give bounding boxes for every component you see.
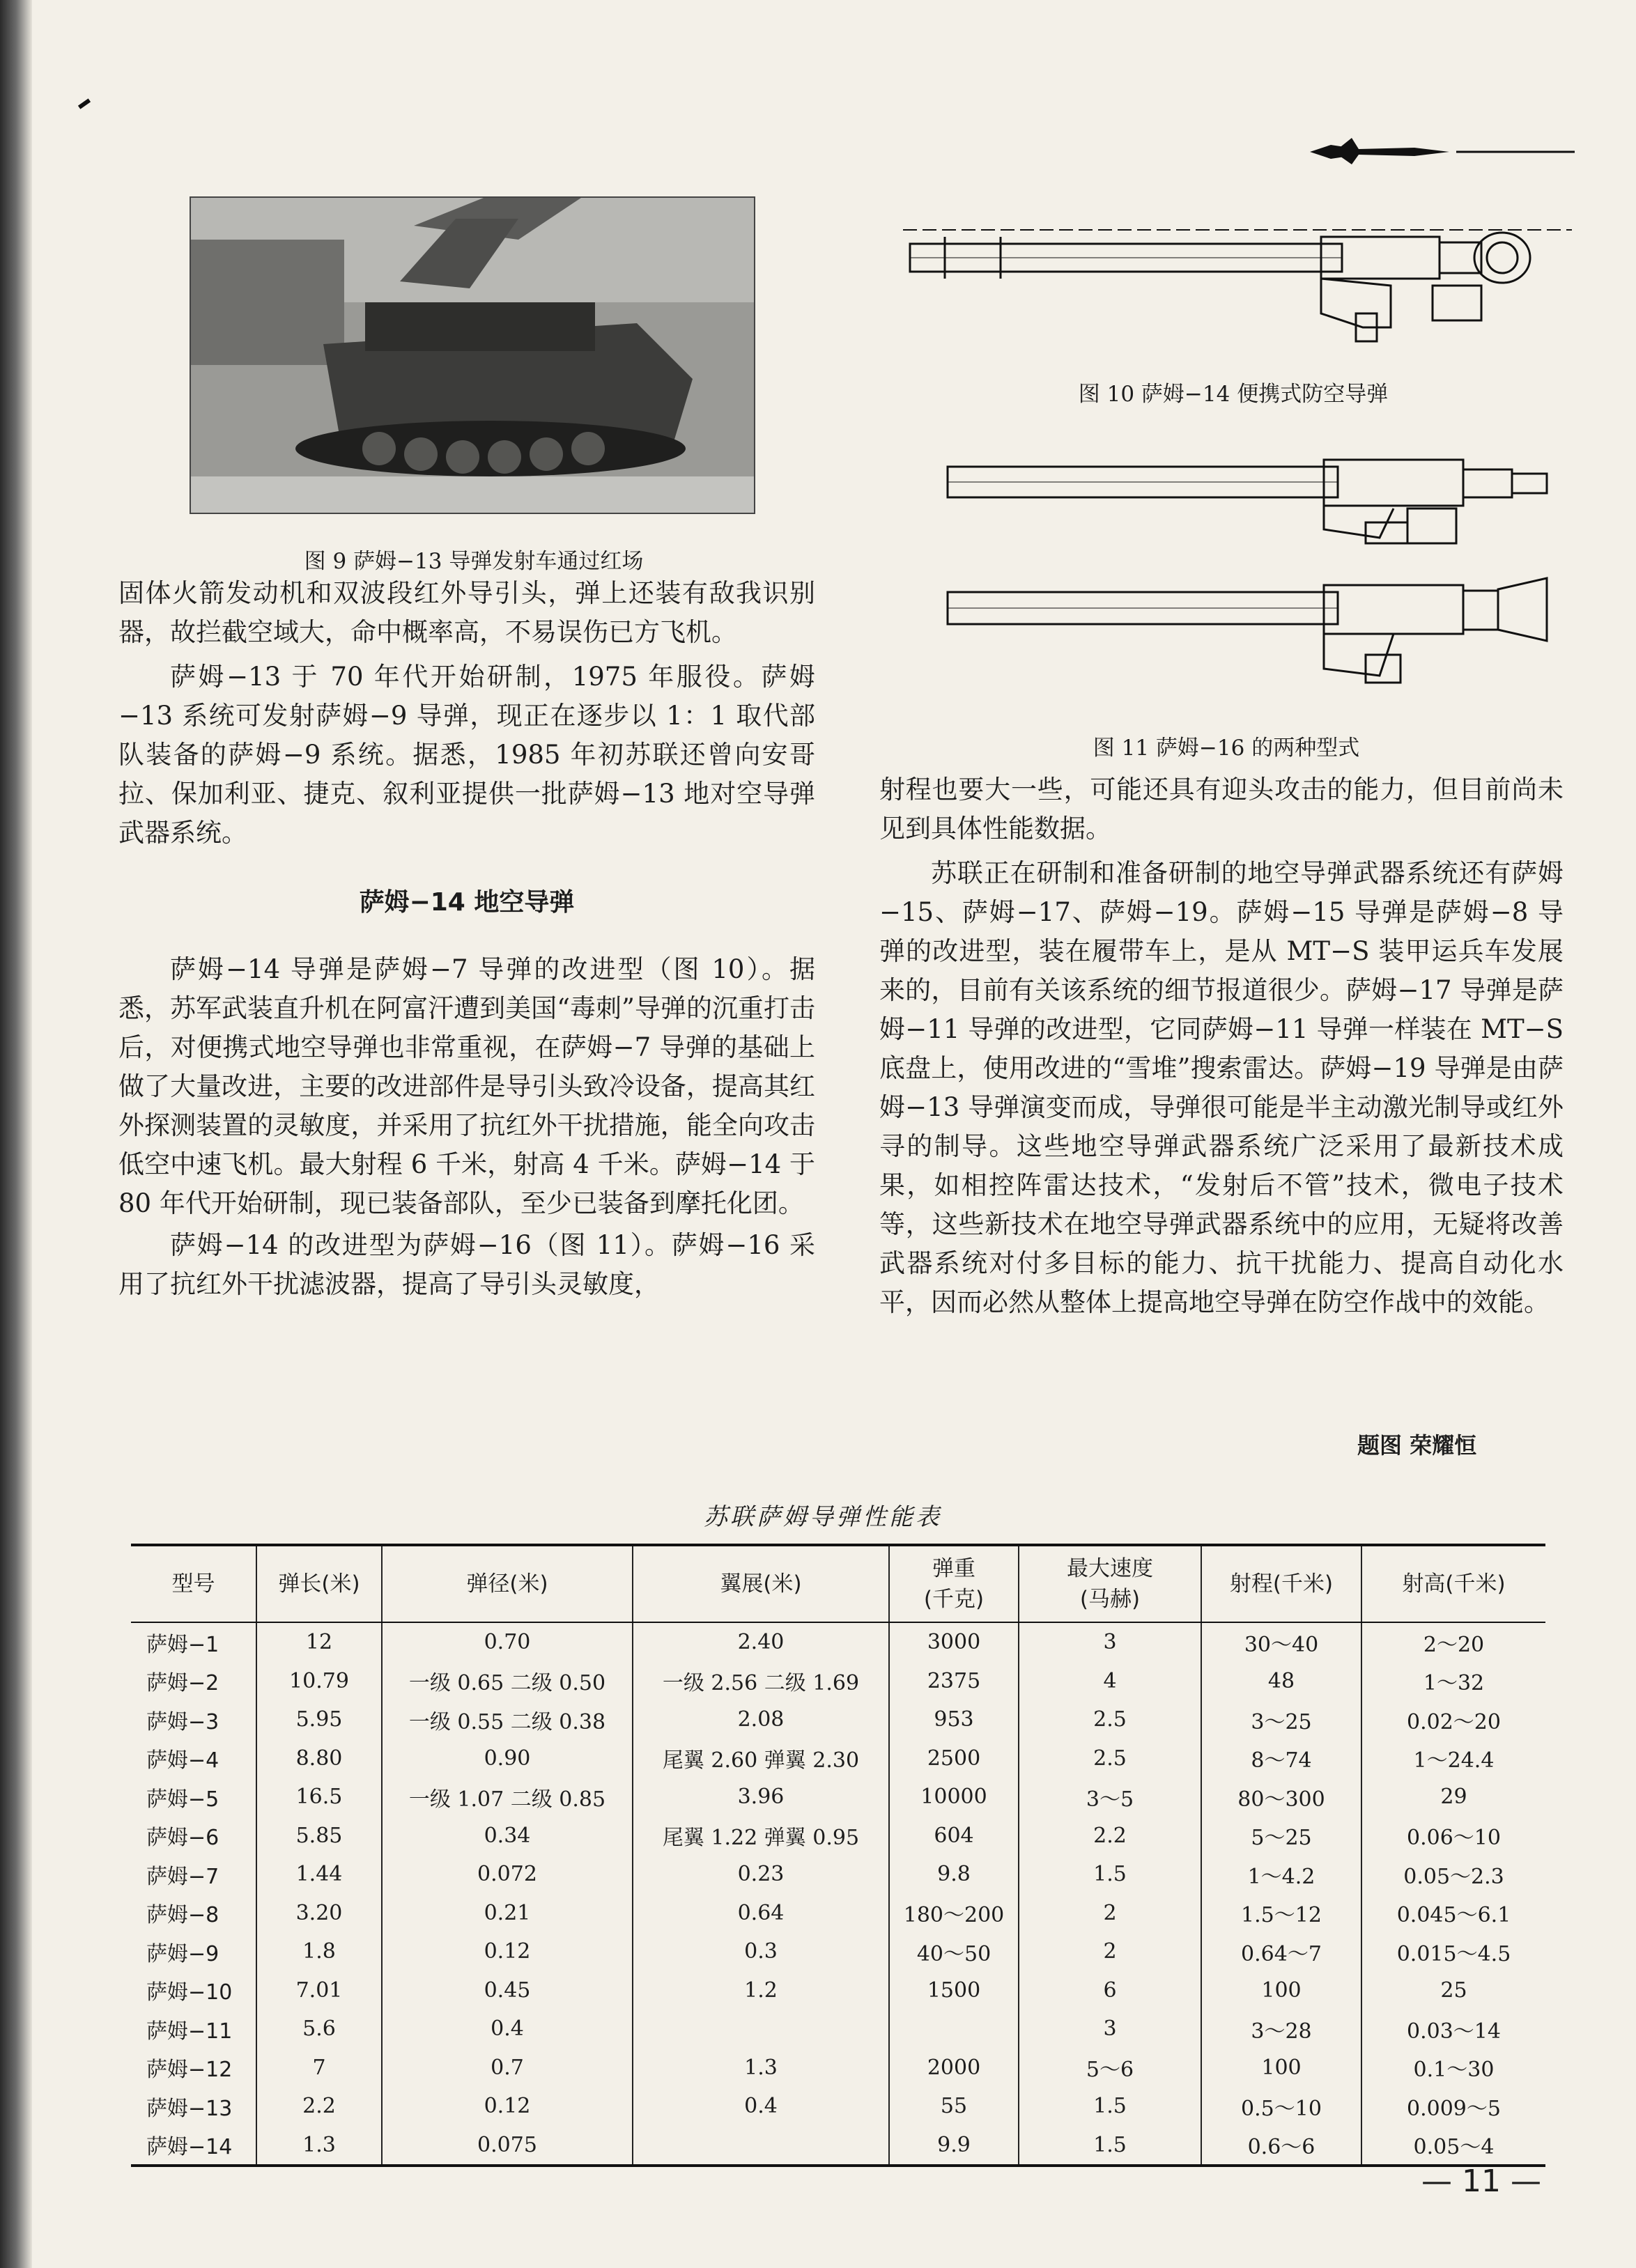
cell-altitude: 1～32	[1361, 1662, 1545, 1701]
cell-span: 1.2	[633, 1971, 889, 2010]
table-row	[131, 1894, 1545, 1933]
cell-length: 5.95	[256, 1700, 382, 1739]
corner-mark	[78, 98, 91, 109]
cell-speed: 2	[1019, 1932, 1201, 1971]
cell-weight: 953	[889, 1700, 1019, 1739]
header-weight	[889, 1545, 1019, 1622]
cell-altitude: 0.015～4.5	[1361, 1932, 1545, 1971]
cell-span: 1.3	[633, 2049, 889, 2088]
cell-weight: 2000	[889, 2049, 1019, 2088]
left-paragraph-4: 萨姆−14 的改进型为萨姆−16（图 11）。萨姆−16 采用了抗红外干扰滤波器，提高了导引头灵敏度，	[118, 1230, 815, 1299]
cell-model: 萨姆−14	[131, 2126, 256, 2166]
cell-model: 萨姆−6	[146, 1826, 219, 1851]
left-paragraph-2: 萨姆−13 于 70 年代开始研制，1975 年服役。萨姆−13 系统可发射萨姆−9 导弹，现正在逐步以 1：1 取代部队装备的萨姆−9 系统。据悉，1985 年初苏联还曾向安哥拉、保加利亚、捷克、叙利亚提供一批萨姆−13 地对空导弹武器系统。	[118, 662, 815, 848]
header-speed-line1: 最大速度	[1067, 1556, 1153, 1581]
cell-range: 100	[1201, 2049, 1361, 2088]
cell-length: 8.80	[256, 1739, 382, 1778]
cell-length: 7.01	[256, 1971, 382, 2010]
cell-weight	[889, 2010, 1019, 2049]
cell-range: 5～25	[1201, 1817, 1361, 1856]
cell-range: 30～40	[1201, 1622, 1361, 1662]
header-weight-line1: 弹重	[932, 1556, 975, 1581]
cell-weight: 3000	[889, 1622, 1019, 1662]
fig11-caption: 图 11 萨姆−16 的两种型式	[1093, 736, 1360, 761]
cell-span: 一级 2.56 二级 1.69	[633, 1662, 889, 1701]
cell-range: 3～25	[1201, 1700, 1361, 1739]
cell-altitude: 0.009～5	[1361, 2087, 1545, 2126]
header-diameter: 弹径(米)	[382, 1545, 633, 1622]
page-binding-shadow	[0, 0, 32, 2268]
cell-diameter: 0.90	[382, 1739, 633, 1778]
cell-speed: 2.5	[1019, 1700, 1201, 1739]
cell-speed: 3～5	[1019, 1778, 1201, 1817]
cell-altitude: 1～24.4	[1361, 1739, 1545, 1778]
cell-length: 3.20	[256, 1894, 382, 1933]
cell-weight: 2375	[889, 1662, 1019, 1701]
cell-model: 萨姆−13	[146, 2096, 233, 2121]
fig9-photo	[190, 196, 755, 514]
table-header-row	[131, 1545, 1545, 1622]
cell-diameter: 一级 0.55 二级 0.38	[382, 1700, 633, 1739]
table-row	[131, 1971, 1545, 2010]
header-length: 弹长(米)	[256, 1545, 382, 1622]
cell-span: 2.08	[633, 1700, 889, 1739]
cell-altitude: 0.045～6.1	[1361, 1894, 1545, 1933]
cell-range: 48	[1201, 1662, 1361, 1701]
cell-range: 1～4.2	[1201, 1855, 1361, 1894]
cell-diameter: 0.075	[382, 2126, 633, 2166]
cell-model: 萨姆−8	[146, 1903, 219, 1928]
cell-model: 萨姆−1	[146, 1632, 219, 1657]
header-span: 翼展(米)	[633, 1545, 889, 1622]
header-speed-line2: (马赫)	[1079, 1587, 1141, 1612]
cell-diameter: 0.45	[382, 1971, 633, 2010]
fig9-caption: 图 9 萨姆−13 导弹发射车通过红场	[304, 549, 644, 574]
cell-altitude: 0.03～14	[1361, 2010, 1545, 2049]
cell-diameter: 0.12	[382, 2087, 633, 2126]
cell-model: 萨姆−10	[146, 1980, 233, 2005]
cell-diameter: 0.34	[382, 1817, 633, 1856]
fig11-launcher-drawing	[934, 446, 1561, 704]
cell-span: 0.3	[633, 1932, 889, 1971]
cell-span: 0.64	[633, 1894, 889, 1933]
cell-weight: 9.9	[889, 2126, 1019, 2166]
cell-diameter: 一级 1.07 二级 0.85	[382, 1778, 633, 1817]
table-row	[131, 1932, 1545, 1971]
cell-span: 2.40	[633, 1622, 889, 1662]
cell-speed: 5～6	[1019, 2049, 1201, 2088]
cell-length: 5.6	[256, 2010, 382, 2049]
cell-altitude: 0.05～4	[1361, 2126, 1545, 2166]
cell-span	[633, 2126, 889, 2166]
table-row	[131, 2010, 1545, 2049]
cell-range: 3～28	[1201, 2010, 1361, 2049]
table-row	[131, 1817, 1545, 1856]
cell-weight: 55	[889, 2087, 1019, 2126]
cell-altitude: 29	[1361, 1778, 1545, 1817]
cell-length: 5.85	[256, 1817, 382, 1856]
cell-model: 萨姆−4	[146, 1748, 219, 1773]
table-row	[131, 1778, 1545, 1817]
cell-length: 12	[256, 1622, 382, 1662]
cell-altitude: 0.1～30	[1361, 2049, 1545, 2088]
table-row	[131, 1700, 1545, 1739]
cell-length: 16.5	[256, 1778, 382, 1817]
right-paragraph-2: 苏联正在研制和准备研制的地空导弹武器系统还有萨姆−15、萨姆−17、萨姆−19。萨姆−15 导弹是萨姆−8 导弹的改进型，装在履带车上，是从 MT−S 装甲运兵车发展来的，目前有关该系统的细节报道很少。萨姆−17 导弹是萨姆−11 导弹的改进型，它同萨姆−11 导弹一样装在 MT−S 底盘上，使用改进的“雪堆”搜索雷达。萨姆−19 导弹是由萨姆−13 导弹演变而成，导弹很可能是半主动激光制导或红外寻的制导。这些地空导弹武器系统广泛采用了最新技术成果，如相控阵雷达技术，“发射后不管”技术，微电子技术等，这些新技术在地空导弹武器系统中的应用，无疑将改善武器系统对付多目标的能力、抗干扰能力、提高自动化水平，因而必然从整体上提高地空导弹在防空作战中的效能。	[879, 858, 1564, 1317]
cell-weight: 10000	[889, 1778, 1019, 1817]
cell-diameter: 一级 0.65 二级 0.50	[382, 1662, 633, 1701]
cell-altitude: 0.05～2.3	[1361, 1855, 1545, 1894]
cell-span: 0.4	[633, 2087, 889, 2126]
cell-length: 2.2	[256, 2087, 382, 2126]
cell-range: 8～74	[1201, 1739, 1361, 1778]
header-weight-line2: (千克)	[923, 1587, 985, 1612]
cell-span	[633, 2010, 889, 2049]
cell-speed: 1.5	[1019, 1855, 1201, 1894]
cell-weight: 2500	[889, 1739, 1019, 1778]
table-row	[131, 1622, 1545, 1662]
header-range: 射程(千米)	[1201, 1545, 1361, 1622]
sam-performance-table	[131, 1544, 1545, 2167]
fig10-caption: 图 10 萨姆−14 便携式防空导弹	[1078, 382, 1389, 407]
cell-length: 1.8	[256, 1932, 382, 1971]
cell-altitude: 25	[1361, 1971, 1545, 2010]
cell-speed: 2	[1019, 1894, 1201, 1933]
cell-altitude: 0.06～10	[1361, 1817, 1545, 1856]
cell-diameter: 0.70	[382, 1622, 633, 1662]
cell-weight: 604	[889, 1817, 1019, 1856]
table-title: 苏联萨姆导弹性能表	[704, 1503, 942, 1531]
cell-speed: 3	[1019, 2010, 1201, 2049]
cell-span: 3.96	[633, 1778, 889, 1817]
cell-length: 1.44	[256, 1855, 382, 1894]
cell-speed: 4	[1019, 1662, 1201, 1701]
cell-model: 萨姆−5	[146, 1787, 219, 1812]
table-row	[131, 2049, 1545, 2088]
page-number: — 11 —	[1421, 2164, 1541, 2199]
cell-diameter: 0.21	[382, 1894, 633, 1933]
cell-model: 萨姆−11	[146, 2019, 233, 2044]
header-model: 型号	[131, 1545, 256, 1622]
header-speed	[1019, 1545, 1201, 1622]
title-image-credit: 题图 荣耀恒	[1357, 1432, 1477, 1459]
cell-weight: 9.8	[889, 1855, 1019, 1894]
cell-weight: 1500	[889, 1971, 1019, 2010]
table-row	[131, 2126, 1545, 2166]
cell-speed: 2.2	[1019, 1817, 1201, 1856]
right-text-column	[879, 770, 1564, 1322]
cell-diameter: 0.12	[382, 1932, 633, 1971]
cell-span: 尾翼 2.60 弹翼 2.30	[633, 1739, 889, 1778]
cell-speed: 1.5	[1019, 2126, 1201, 2166]
cell-model: 萨姆−12	[146, 2058, 233, 2083]
cell-altitude: 2～20	[1361, 1622, 1545, 1662]
cell-model: 萨姆−3	[146, 1709, 219, 1734]
left-paragraph-3: 萨姆−14 导弹是萨姆−7 导弹的改进型（图 10）。据悉，苏军武装直升机在阿富汗遭到美国“毒刺”导弹的沉重打击后，对便携式地空导弹也非常重视，在萨姆−7 导弹的基础上做了大量改进，主要的改进部件是导引头致冷设备，提高其红外探测装置的灵敏度，并采用了抗红外干扰措施，能全向攻击低空中速飞机。最大射程 6 千米，射高 4 千米。萨姆−14 于 80 年代开始研制，现已装备部队，至少已装备到摩托化团。	[118, 954, 815, 1218]
cell-range: 80～300	[1201, 1778, 1361, 1817]
cell-span: 0.23	[633, 1855, 889, 1894]
cell-model: 萨姆−2	[146, 1671, 219, 1696]
cell-span: 尾翼 1.22 弹翼 0.95	[633, 1817, 889, 1856]
table-row	[131, 2087, 1545, 2126]
cell-speed: 6	[1019, 1971, 1201, 2010]
cell-speed: 2.5	[1019, 1739, 1201, 1778]
cell-model: 萨姆−9	[146, 1941, 219, 1966]
fig10-launcher-drawing	[903, 209, 1572, 355]
cell-length: 7	[256, 2049, 382, 2088]
cell-speed: 1.5	[1019, 2087, 1201, 2126]
cell-range: 0.64～7	[1201, 1932, 1361, 1971]
section-heading-sam14: 萨姆−14 地空导弹	[359, 888, 575, 917]
cell-range: 1.5～12	[1201, 1894, 1361, 1933]
cell-range: 100	[1201, 1971, 1361, 2010]
table-row	[131, 1662, 1545, 1701]
left-text-column	[118, 574, 815, 1304]
left-paragraph-1: 固体火箭发动机和双波段红外导引头，弹上还装有敌我识别器，故拦截空域大，命中概率高，不易误伤已方飞机。	[118, 578, 815, 647]
cell-range: 0.6～6	[1201, 2126, 1361, 2166]
cell-weight: 40～50	[889, 1932, 1019, 1971]
cell-length: 10.79	[256, 1662, 382, 1701]
cell-diameter: 0.4	[382, 2010, 633, 2049]
header-altitude: 射高(千米)	[1361, 1545, 1545, 1622]
cell-speed: 3	[1019, 1622, 1201, 1662]
cell-altitude: 0.02～20	[1361, 1700, 1545, 1739]
table-body	[131, 1622, 1545, 2166]
cell-diameter: 0.072	[382, 1855, 633, 1894]
table-row	[131, 1739, 1545, 1778]
cell-diameter: 0.7	[382, 2049, 633, 2088]
missile-header-icon	[1310, 137, 1575, 164]
right-paragraph-1: 射程也要大一些，可能还具有迎头攻击的能力，但目前尚未见到具体性能数据。	[879, 775, 1564, 844]
cell-range: 0.5～10	[1201, 2087, 1361, 2126]
cell-model: 萨姆−7	[146, 1864, 219, 1889]
cell-weight: 180～200	[889, 1894, 1019, 1933]
table-row	[131, 1855, 1545, 1894]
cell-length: 1.3	[256, 2126, 382, 2166]
